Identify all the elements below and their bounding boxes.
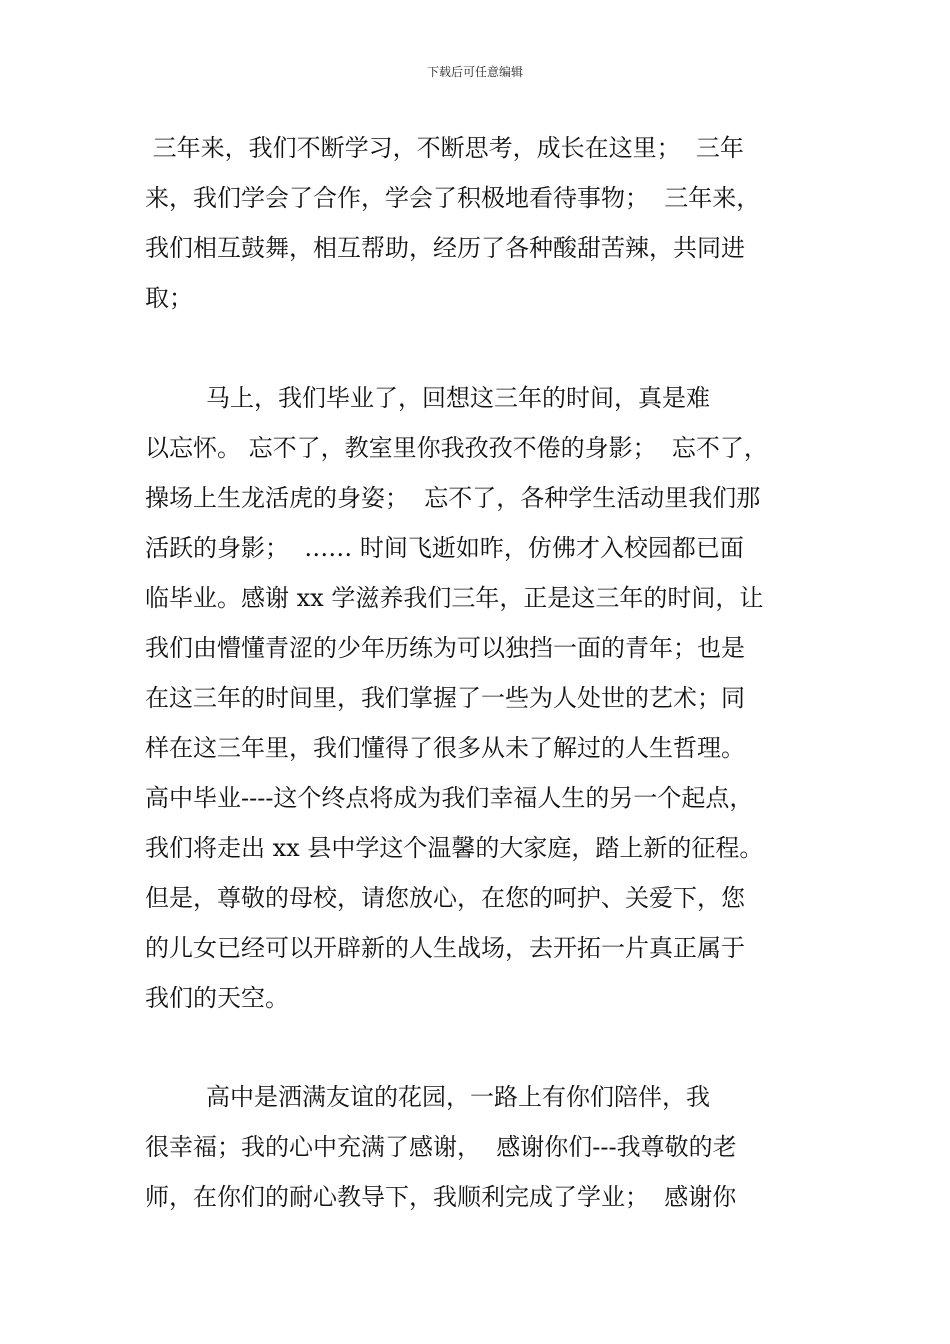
paragraph-line: 我们相互鼓舞，相互帮助，经历了各种酸甜苦辣，共同进 [145, 234, 745, 262]
paragraph-line: 高中是洒满友谊的花园，一路上有你们陪伴，我 [145, 1083, 711, 1111]
paragraph-line: 活跃的身影； …… 时间飞逝如昨，仿佛才入校园都已面 [145, 534, 744, 562]
paragraph-line: 临毕业。感谢 xx 学滋养我们三年，正是这三年的时间，让 [145, 584, 764, 612]
paragraph-line: 师，在你们的耐心教导下，我顺利完成了学业； 感谢你 [145, 1183, 737, 1211]
paragraph-line: 在这三年的时间里，我们掌握了一些为人处世的艺术；同 [145, 684, 745, 712]
paragraph-line: 但是，尊敬的母校，请您放心，在您的呵护、关爱下，您 [145, 884, 745, 912]
paragraph-line: 样在这三年里，我们懂得了很多从未了解过的人生哲理。 [145, 734, 745, 762]
paragraph-line: 三年来，我们不断学习，不断思考，成长在这里； 三年 [145, 134, 744, 162]
paragraph-line: 我们的天空。 [145, 984, 289, 1012]
paragraph-line: 我们将走出 xx 县中学这个温馨的大家庭，踏上新的征程。 [145, 834, 764, 862]
paragraph-line: 取； [145, 284, 193, 312]
paragraph-line: 很幸福；我的心中充满了感谢， 感谢你们---我尊敬的老 [145, 1133, 737, 1161]
paragraph-line: 的儿女已经可以开辟新的人生战场，去开拓一片真正属于 [145, 934, 745, 962]
paragraph-line: 高中毕业----这个终点将成为我们幸福人生的另一个起点， [145, 784, 754, 812]
page-header: 下载后可任意编辑 [426, 65, 523, 79]
paragraph-line: 以忘怀。 忘不了，教室里你我孜孜不倦的身影； 忘不了， [145, 434, 768, 462]
paragraph-line: 马上，我们毕业了，回想这三年的时间，真是难 [145, 384, 711, 412]
paragraph-line: 操场上生龙活虎的身姿； 忘不了，各种学生活动里我们那 [145, 484, 761, 512]
paragraph-line: 来，我们学会了合作，学会了积极地看待事物； 三年来， [145, 184, 761, 212]
paragraph-line: 我们由懵懂青涩的少年历练为可以独挡一面的青年；也是 [145, 634, 745, 662]
